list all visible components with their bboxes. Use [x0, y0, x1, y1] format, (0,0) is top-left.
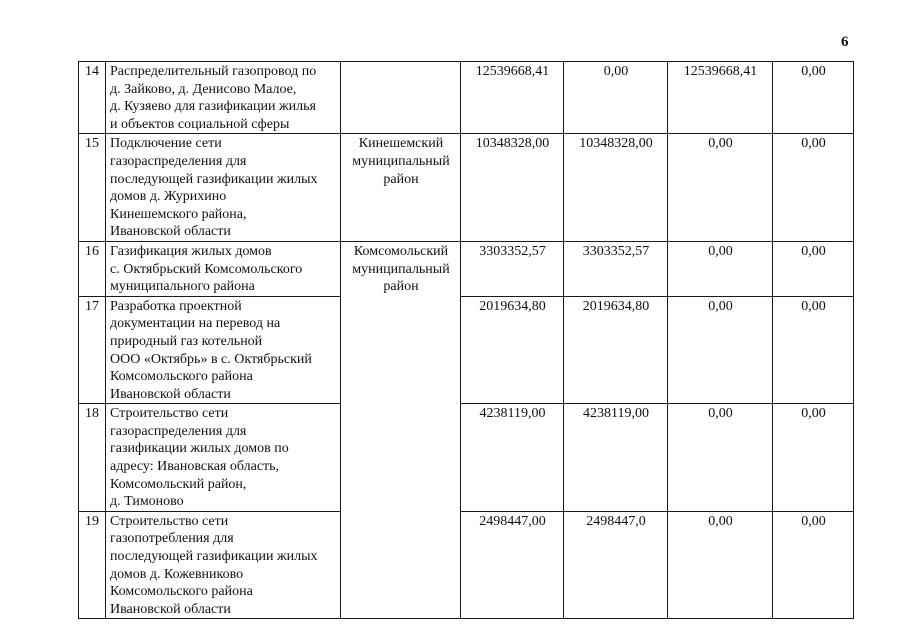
value-total: 4238119,00 — [461, 404, 564, 512]
value-col-2: 4238119,00 — [564, 404, 668, 512]
value-total: 2019634,80 — [461, 296, 564, 404]
row-number: 15 — [79, 134, 106, 242]
project-name: Строительство сети газораспределения для газификации жилых домов по адресу: Ивановская область, Комсомольский район, д. Тимоново — [106, 404, 341, 512]
table-row — [79, 404, 854, 512]
project-name: Газификация жилых домов с. Октябрьский Комсомольского муниципального района — [106, 241, 341, 296]
value-total: 2498447,00 — [461, 511, 564, 619]
row-number: 16 — [79, 241, 106, 296]
page-number: 6 — [841, 34, 849, 50]
table-row — [79, 296, 854, 404]
value-col-4: 0,00 — [773, 511, 854, 619]
municipality-cell-empty — [341, 62, 461, 134]
value-col-3: 0,00 — [668, 511, 773, 619]
table-row — [79, 241, 854, 296]
value-col-2: 0,00 — [564, 62, 668, 134]
project-name: Подключение сети газораспределения для последующей газификации жилых домов д. Журихино Кинешемского района, Ивановской области — [106, 134, 341, 242]
value-col-3: 0,00 — [668, 404, 773, 512]
table-row — [79, 62, 854, 134]
value-col-2: 2019634,80 — [564, 296, 668, 404]
value-col-4: 0,00 — [773, 404, 854, 512]
row-number: 18 — [79, 404, 106, 512]
table-row — [79, 511, 854, 619]
value-col-3: 12539668,41 — [668, 62, 773, 134]
value-col-3: 0,00 — [668, 134, 773, 242]
project-name: Распределительный газопровод по д. Зайково, д. Денисово Малое, д. Кузяево для газификации жилья и объектов социальной сферы — [106, 62, 341, 134]
row-number: 17 — [79, 296, 106, 404]
value-col-4: 0,00 — [773, 134, 854, 242]
value-col-2: 3303352,57 — [564, 241, 668, 296]
row-number: 19 — [79, 511, 106, 619]
value-col-3: 0,00 — [668, 241, 773, 296]
table-row — [79, 134, 854, 242]
municipality-komsomolsk: Комсомольский муниципальный район — [341, 241, 461, 618]
project-name: Строительство сети газопотребления для последующей газификации жилых домов д. Кожевниково Комсомольского района Ивановской области — [106, 511, 341, 619]
row-number: 14 — [79, 62, 106, 134]
value-col-3: 0,00 — [668, 296, 773, 404]
value-total: 3303352,57 — [461, 241, 564, 296]
value-col-4: 0,00 — [773, 241, 854, 296]
value-col-4: 0,00 — [773, 62, 854, 134]
gasification-table — [78, 61, 854, 619]
municipality-kineshma: Кинешемский муниципальный район — [341, 134, 461, 242]
project-name: Разработка проектной документации на перевод на природный газ котельной ООО «Октябрь» в с. Октябрьский Комсомольского района Ивановской области — [106, 296, 341, 404]
value-total: 12539668,41 — [461, 62, 564, 134]
value-total: 10348328,00 — [461, 134, 564, 242]
value-col-2: 10348328,00 — [564, 134, 668, 242]
value-col-2: 2498447,0 — [564, 511, 668, 619]
value-col-4: 0,00 — [773, 296, 854, 404]
